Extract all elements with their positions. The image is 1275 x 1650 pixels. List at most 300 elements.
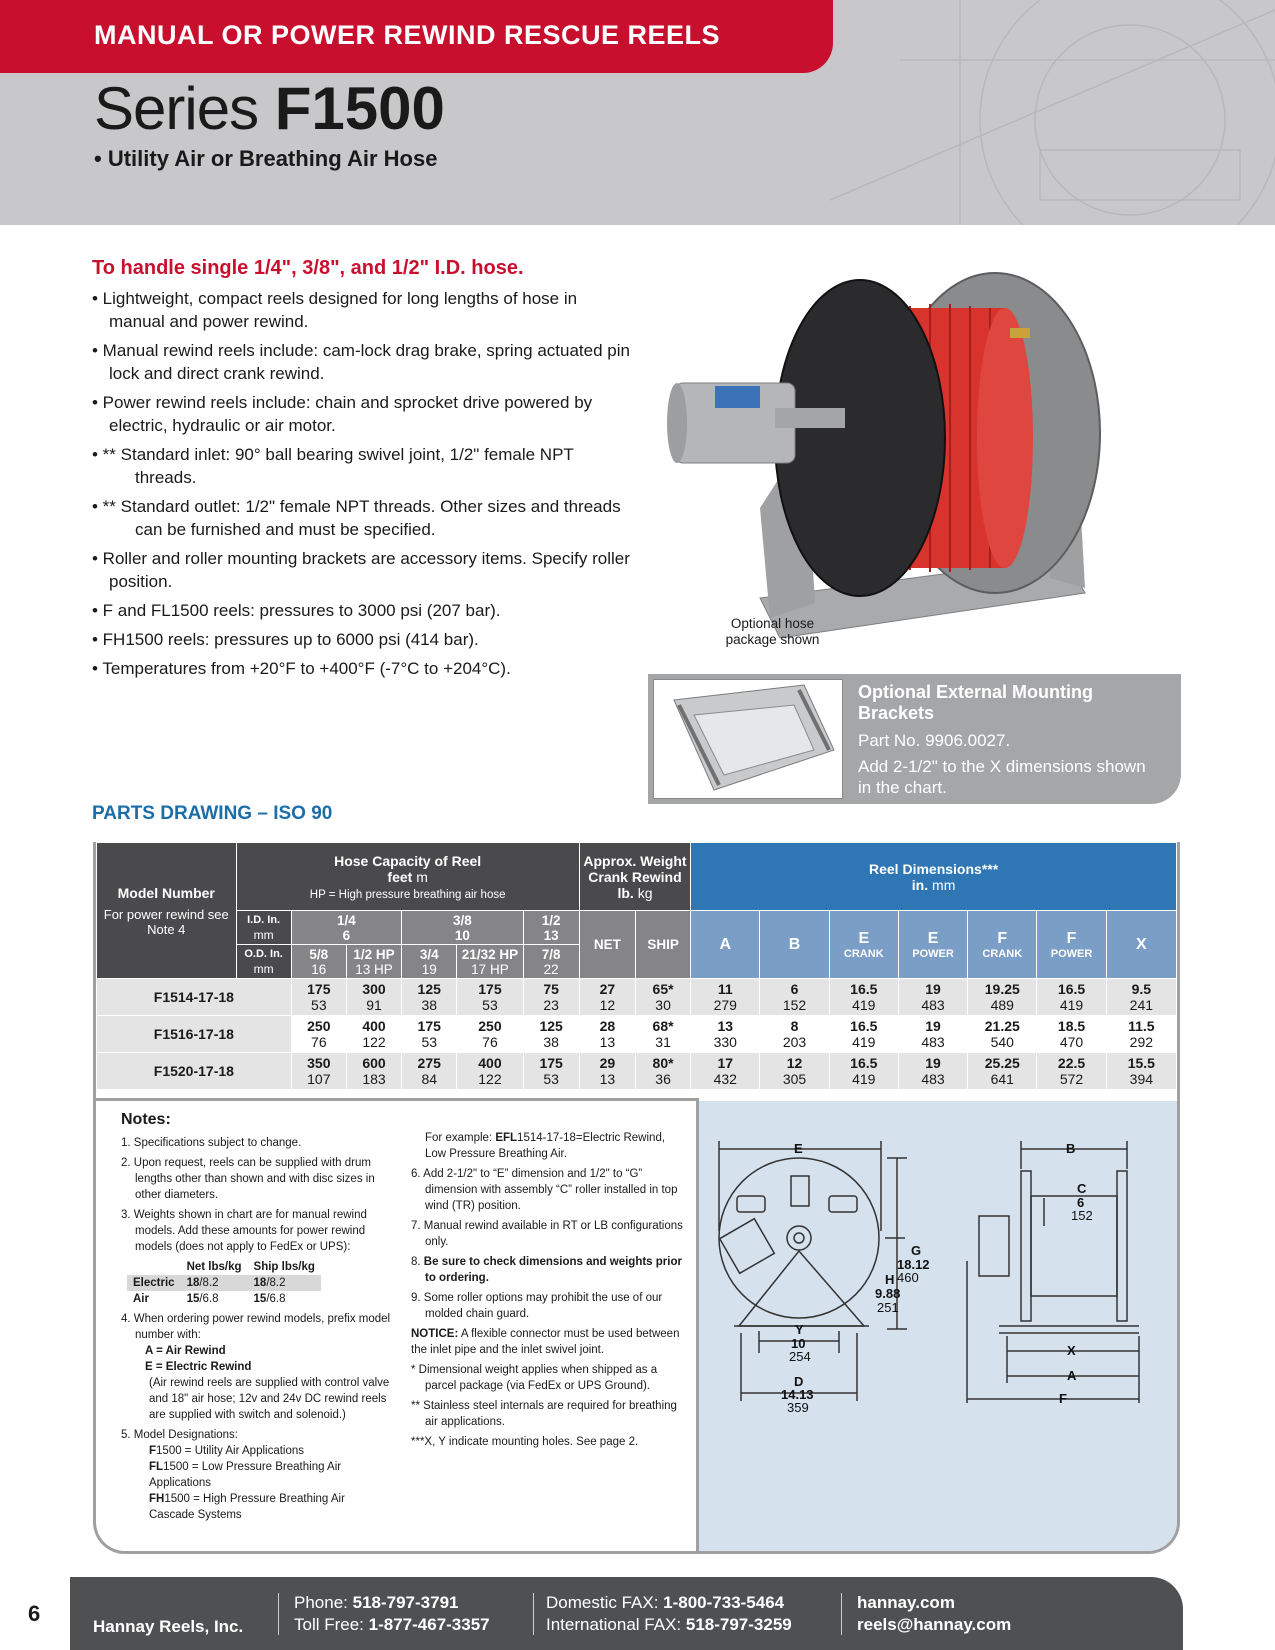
cell-imperial: 250 xyxy=(478,1018,502,1034)
table-cell xyxy=(691,1053,760,1090)
feature-list xyxy=(92,287,632,686)
note-item: 7. Manual rewind available in RT or LB configurations only. xyxy=(411,1220,683,1248)
cell-imperial: 9.5 xyxy=(1131,981,1152,997)
parts-drawing-title: PARTS DRAWING – ISO 90 xyxy=(92,803,333,824)
email-link[interactable]: reels@hannay.com xyxy=(857,1615,1012,1634)
od-col-in: 1/2 HP xyxy=(353,946,395,962)
dim-value-g-mm: 460 xyxy=(897,1270,919,1285)
note-text: 3. Weights shown in chart are for manual rewind models. Add these amounts for power rewind models (does not apply to FedEx or UPS): xyxy=(121,1209,367,1253)
cell-imperial: 400 xyxy=(478,1055,502,1071)
notice-text: A flexible connector must be used between the inlet pipe and the inlet swivel joint. xyxy=(411,1328,680,1356)
phone-number[interactable]: 518-797-3791 xyxy=(352,1593,459,1612)
weight-ship-kg: /8.2 xyxy=(266,1277,286,1289)
note-example xyxy=(411,1130,686,1162)
reel-dimensions-header xyxy=(691,843,1177,911)
weight-type-header xyxy=(127,1259,181,1275)
cell-metric: 483 xyxy=(921,1071,945,1087)
company-name: Hannay Reels, Inc. xyxy=(93,1617,244,1636)
table-cell xyxy=(457,1053,523,1090)
hose-units-feet: feet xyxy=(387,868,413,885)
hp-note: HP = High pressure breathing air hose xyxy=(309,888,506,901)
table-cell xyxy=(402,979,457,1016)
id-group-in: 3/8 xyxy=(452,912,472,928)
header-banner xyxy=(0,0,833,73)
note-sub xyxy=(135,1491,391,1523)
cell-imperial: 29 xyxy=(599,1055,616,1071)
designation-code: F xyxy=(149,1445,157,1457)
cell-metric: 419 xyxy=(852,997,876,1013)
cell-metric: 38 xyxy=(543,1034,559,1050)
cell-imperial: 18.5 xyxy=(1057,1018,1086,1034)
cell-metric: 13 xyxy=(599,1034,616,1050)
cell-metric: 641 xyxy=(990,1071,1014,1087)
cell-metric: 91 xyxy=(366,997,382,1013)
weight-header xyxy=(579,843,690,911)
table-cell xyxy=(635,1053,690,1090)
designation-text: 1500 = High Pressure Breathing Air Cascade Systems xyxy=(149,1493,345,1521)
cell-metric: 183 xyxy=(362,1071,386,1087)
dim-col-sub: POWER xyxy=(912,947,954,960)
dim-col-header xyxy=(898,911,967,979)
cell-imperial: 175 xyxy=(539,1055,563,1071)
weight-net-kg: /8.2 xyxy=(199,1277,219,1289)
cell-metric: 13 xyxy=(599,1071,616,1087)
id-group-mm: 10 xyxy=(454,927,470,943)
bracket-note: Add 2-1/2" to the X dimensions shown in the chart. xyxy=(858,757,1146,797)
note-sub xyxy=(135,1359,391,1375)
cell-metric: 76 xyxy=(482,1034,498,1050)
weight-net-lbs: 18 xyxy=(186,1277,200,1289)
ship-kg-label: /kg xyxy=(298,1261,315,1273)
dim-col-header xyxy=(1037,911,1106,979)
model-header-label: Model Number xyxy=(117,884,215,901)
cell-imperial: 16.5 xyxy=(850,981,878,997)
ship-lbs-label: Ship lbs xyxy=(253,1261,299,1273)
id-group xyxy=(523,911,579,945)
cell-metric: 122 xyxy=(478,1071,502,1087)
weight-net-kg: /6.8 xyxy=(199,1293,219,1305)
table-cell xyxy=(1037,1016,1106,1053)
cell-metric: 53 xyxy=(482,997,498,1013)
cell-metric: 470 xyxy=(1059,1034,1084,1050)
cell-metric: 483 xyxy=(921,1034,945,1050)
cell-imperial: 600 xyxy=(362,1055,386,1071)
weight-ship-lbs: 15 xyxy=(253,1293,267,1305)
note-sub xyxy=(135,1459,391,1491)
table-cell xyxy=(457,1016,523,1053)
cell-imperial: 12 xyxy=(786,1055,803,1071)
weight-row-net xyxy=(181,1275,248,1291)
table-cell xyxy=(1106,979,1176,1016)
cell-metric: 53 xyxy=(311,997,327,1013)
od-col-mm: 22 xyxy=(543,961,559,977)
feature-item: • Power rewind reels include: chain and sprocket drive powered by electric, hydraulic or air motor. xyxy=(92,393,593,435)
notice xyxy=(411,1326,686,1358)
note-item xyxy=(121,1311,391,1423)
power-weight-table xyxy=(127,1259,321,1307)
cell-metric: 540 xyxy=(990,1034,1014,1050)
hose-units-m: m xyxy=(416,868,428,885)
cell-metric: 483 xyxy=(921,997,945,1013)
od-col-mm: 17 HP xyxy=(471,961,509,977)
series-number: F1500 xyxy=(274,75,445,142)
od-col-in: 21/32 HP xyxy=(461,946,519,962)
cell-imperial: 16.5 xyxy=(850,1055,878,1071)
notes-column-1 xyxy=(121,1135,391,1527)
od-col-in: 3/4 xyxy=(419,946,439,962)
cell-metric: 31 xyxy=(655,1034,671,1050)
model-header xyxy=(97,843,237,979)
cell-imperial: 11 xyxy=(717,981,733,997)
cell-imperial: 15.5 xyxy=(1127,1055,1155,1071)
header-band xyxy=(0,0,1275,225)
dim-col-letter: A xyxy=(719,935,732,953)
cell-imperial: 125 xyxy=(539,1018,563,1034)
table-cell xyxy=(346,1053,401,1090)
dim-label-g: G xyxy=(911,1243,922,1258)
table-cell xyxy=(291,1053,346,1090)
note-text: 5. Model Designations: xyxy=(121,1429,238,1441)
dim-col-sub: POWER xyxy=(1050,947,1093,960)
id-group-in: 1/2 xyxy=(541,912,561,928)
cell-metric: 76 xyxy=(311,1034,327,1050)
cell-metric: 12 xyxy=(599,997,616,1013)
table-cell xyxy=(291,1016,346,1053)
table-cell xyxy=(346,1016,401,1053)
feature-item: • ** Standard outlet: 1/2" female NPT threads. Other sizes and threads can be furnished and must be specified. xyxy=(92,497,621,539)
designation-text: 1500 = Low Pressure Breathing Air Applications xyxy=(149,1461,342,1489)
table-cell xyxy=(1106,1053,1176,1090)
id-group xyxy=(402,911,523,945)
table-cell xyxy=(760,1016,829,1053)
toll-free-label: Toll Free: xyxy=(294,1615,369,1634)
dims-units-in: in. xyxy=(911,876,929,893)
od-col-mm: 16 xyxy=(311,961,327,977)
dim-value-c-in: 6 xyxy=(1077,1195,1085,1210)
model-header-sub: For power rewind see Note 4 xyxy=(103,906,229,937)
ship-weight-header xyxy=(248,1259,321,1275)
feature-item: • ** Standard inlet: 90° ball bearing swivel joint, 1/2" female NPT threads. xyxy=(92,445,574,487)
footer-faxes xyxy=(546,1592,792,1636)
weight-units-kg: kg xyxy=(637,884,653,901)
weight-net-lbs: 15 xyxy=(186,1293,200,1305)
note-item: 1. Specifications subject to change. xyxy=(121,1137,302,1149)
table-cell xyxy=(760,1053,829,1090)
dimension-drawing-svg xyxy=(699,1101,1177,1554)
hose-capacity-header xyxy=(236,843,579,911)
od-col xyxy=(457,945,523,979)
table-cell xyxy=(402,1016,457,1053)
table-cell xyxy=(523,979,579,1016)
dim-value-d-in: 14.13 xyxy=(781,1387,814,1402)
footnote: ***X, Y indicate mounting holes. See page 2. xyxy=(411,1436,639,1448)
od-col xyxy=(291,945,346,979)
feature-item: • FH1500 reels: pressures up to 6000 psi (414 bar). xyxy=(92,630,479,649)
weight-header-label: Approx. Weight Crank Rewind xyxy=(583,852,687,885)
od-label-in: O.D. In. xyxy=(244,947,283,960)
cell-imperial: 400 xyxy=(362,1018,386,1034)
table-cell xyxy=(691,979,760,1016)
cell-imperial: 275 xyxy=(417,1055,441,1071)
series-label: Series xyxy=(94,75,259,142)
note-sub: (Air rewind reels are supplied with control valve and 18" air hose; 12v and 24v DC rewind reels are supplied with switch and solenoid.) xyxy=(149,1377,390,1421)
cell-imperial: 68* xyxy=(652,1018,674,1034)
table-cell xyxy=(523,1016,579,1053)
table-cell xyxy=(579,1053,635,1090)
dim-label-e: E xyxy=(794,1141,803,1156)
cell-imperial: 19 xyxy=(925,981,941,997)
cell-imperial: 19 xyxy=(925,1018,941,1034)
cell-imperial: 175 xyxy=(478,981,502,997)
weight-row-name: Air xyxy=(133,1293,149,1305)
footnote: ** Stainless steel internals are required for breathing air applications. xyxy=(411,1400,677,1428)
weight-ship-lbs: 18 xyxy=(253,1277,267,1289)
note-item: 2. Upon request, reels can be supplied with drum lengths other than shown and with disc sizes in other diameters. xyxy=(121,1157,375,1201)
dim-value-h-mm: 251 xyxy=(877,1300,899,1315)
cell-imperial: 28 xyxy=(599,1018,616,1034)
cell-metric: 23 xyxy=(543,997,559,1013)
designation-code: FL xyxy=(149,1461,164,1473)
cell-imperial: 125 xyxy=(417,981,441,997)
cell-metric: 38 xyxy=(421,997,438,1013)
dim-value-c-mm: 152 xyxy=(1071,1208,1093,1223)
dim-col-header xyxy=(760,911,829,979)
spec-frame xyxy=(93,842,1180,1554)
table-cell xyxy=(579,979,635,1016)
cell-imperial: 175 xyxy=(417,1018,441,1034)
cell-metric: 292 xyxy=(1129,1034,1154,1050)
notice-label: NOTICE: xyxy=(411,1328,459,1340)
model-number: F1520-17-18 xyxy=(97,1053,292,1090)
weight-ship-kg: /6.8 xyxy=(266,1293,286,1305)
spec-table xyxy=(96,842,1177,1090)
cell-metric: 279 xyxy=(713,997,737,1013)
note-item: 6. Add 2-1/2" to “E” dimension and 1/2" to “G” dimension with assembly “C” roller installed in top wind (TR) position. xyxy=(411,1168,678,1212)
cell-metric: 122 xyxy=(362,1034,386,1050)
cell-imperial: 16.5 xyxy=(1057,981,1086,997)
feature-item: • F and FL1500 reels: pressures to 3000 psi (207 bar). xyxy=(92,601,501,620)
cell-imperial: 19 xyxy=(925,1055,941,1071)
table-cell xyxy=(829,1053,898,1090)
cell-metric: 152 xyxy=(782,997,807,1013)
id-group xyxy=(291,911,401,945)
table-cell xyxy=(635,979,690,1016)
notes-column-2 xyxy=(411,1130,686,1454)
table-cell xyxy=(760,979,829,1016)
cell-metric: 36 xyxy=(655,1071,671,1087)
id-label-in: I.D. In. xyxy=(247,913,281,926)
table-cell xyxy=(829,1016,898,1053)
table-row xyxy=(97,979,1177,1016)
dimension-drawing xyxy=(699,1101,1177,1554)
dim-col-letter: F xyxy=(997,929,1008,947)
bracket-title: Optional External Mounting Brackets xyxy=(858,682,1093,723)
net-lbs-label: Net lbs xyxy=(186,1261,225,1273)
bracket-callout xyxy=(648,674,1181,804)
weight-row-net xyxy=(181,1291,248,1307)
table-row xyxy=(97,1016,1177,1053)
cell-imperial: 27 xyxy=(599,981,616,997)
table-cell xyxy=(968,1053,1037,1090)
dim-label-f: F xyxy=(1059,1391,1067,1406)
table-cell xyxy=(457,979,523,1016)
dim-value-d-mm: 359 xyxy=(787,1400,809,1415)
cell-imperial: 22.5 xyxy=(1057,1055,1086,1071)
cell-metric: 305 xyxy=(782,1071,807,1087)
od-col xyxy=(402,945,457,979)
cell-imperial: 250 xyxy=(307,1018,331,1034)
page-number: 6 xyxy=(0,1577,70,1650)
cell-metric: 241 xyxy=(1129,997,1154,1013)
dim-col-header xyxy=(829,911,898,979)
note-text: 4. When ordering power rewind models, prefix model number with: xyxy=(121,1313,391,1341)
notes-title: Notes: xyxy=(121,1111,171,1128)
hose-capacity-label: Hose Capacity of Reel xyxy=(334,852,482,869)
od-col-in: 7/8 xyxy=(541,946,561,962)
cell-imperial: 350 xyxy=(307,1055,331,1071)
cell-imperial: 75 xyxy=(543,981,559,997)
cell-imperial: 80* xyxy=(652,1055,674,1071)
dim-col-header xyxy=(968,911,1037,979)
dim-label-x: X xyxy=(1067,1343,1076,1358)
table-cell xyxy=(898,1053,967,1090)
footer xyxy=(0,1577,1183,1650)
cell-metric: 107 xyxy=(307,1071,331,1087)
od-label xyxy=(236,945,291,979)
weight-row xyxy=(127,1275,321,1291)
table-cell xyxy=(968,979,1037,1016)
dim-label-y: Y xyxy=(795,1322,804,1337)
note-number: 8. xyxy=(411,1256,424,1268)
cell-metric: 432 xyxy=(713,1071,737,1087)
cell-imperial: 65* xyxy=(652,981,674,997)
intro-title: To handle single 1/4", 3/8", and 1/2" I.D. hose. xyxy=(92,257,524,279)
phone-label: Phone: xyxy=(294,1593,353,1612)
table-cell xyxy=(898,979,967,1016)
table-cell xyxy=(291,979,346,1016)
banner-title: MANUAL OR POWER REWIND RESCUE REELS xyxy=(94,20,721,50)
table-cell xyxy=(1037,979,1106,1016)
weight-row-ship xyxy=(248,1291,321,1307)
cell-imperial: 11.5 xyxy=(1128,1018,1155,1034)
od-label-mm: mm xyxy=(253,961,274,976)
id-label-mm: mm xyxy=(253,927,274,942)
table-cell xyxy=(1106,1016,1176,1053)
note-sub xyxy=(135,1343,391,1359)
example-code: EFL xyxy=(495,1132,518,1144)
toll-free-number[interactable]: 1-877-467-3357 xyxy=(368,1615,490,1634)
dim-label-a: A xyxy=(1067,1368,1077,1383)
model-number: F1516-17-18 xyxy=(97,1016,292,1053)
cell-metric: 84 xyxy=(421,1071,438,1087)
dims-header-label: Reel Dimensions*** xyxy=(869,860,999,877)
dim-col-letter: F xyxy=(1066,929,1077,947)
cell-metric: 203 xyxy=(782,1034,807,1050)
designation-text: 1500 = Utility Air Applications xyxy=(156,1445,305,1457)
table-row xyxy=(97,1053,1177,1090)
cell-metric: 419 xyxy=(1059,997,1084,1013)
bracket-photo xyxy=(653,679,843,799)
id-label xyxy=(236,911,291,945)
weight-units-lb: lb. xyxy=(617,884,634,901)
net-weight-header xyxy=(181,1259,248,1275)
cell-imperial: 175 xyxy=(307,981,331,997)
feature-item: • Lightweight, compact reels designed for long lengths of hose in manual and power rewind. xyxy=(92,289,578,331)
website-link[interactable]: hannay.com xyxy=(857,1593,955,1612)
id-group-mm: 6 xyxy=(342,927,351,943)
weight-row-ship xyxy=(248,1275,321,1291)
model-number: F1514-17-18 xyxy=(97,979,292,1016)
notes-section xyxy=(96,1098,696,1554)
footer-web xyxy=(857,1592,1011,1636)
intl-fax-number: 518-797-3259 xyxy=(685,1615,792,1634)
cell-metric: 419 xyxy=(852,1071,876,1087)
cell-metric: 53 xyxy=(421,1034,438,1050)
note-bold-text: Be sure to check dimensions and weights prior to ordering. xyxy=(423,1256,682,1284)
footer-phones xyxy=(294,1592,490,1636)
weight-row-name: Electric xyxy=(127,1275,181,1291)
net-header: NET xyxy=(579,911,635,979)
dim-label-h: H xyxy=(885,1272,895,1287)
feature-item: • Roller and roller mounting brackets are accessory items. Specify roller position. xyxy=(92,549,630,591)
note-item: 9. Some roller options may prohibit the use of our molded chain guard. xyxy=(411,1292,663,1320)
domestic-fax-number: 1-800-733-5464 xyxy=(663,1593,785,1612)
dim-value-y-mm: 254 xyxy=(789,1349,811,1364)
dim-label-d: D xyxy=(794,1374,804,1389)
prefix-air: A = Air Rewind xyxy=(145,1345,226,1357)
cell-imperial: 8 xyxy=(790,1018,799,1034)
cell-metric: 394 xyxy=(1129,1071,1154,1087)
table-cell xyxy=(829,979,898,1016)
note-item xyxy=(121,1427,391,1523)
example-prefix: For example: xyxy=(425,1132,496,1144)
cell-metric: 30 xyxy=(655,997,671,1013)
note-item xyxy=(121,1207,391,1255)
table-cell xyxy=(1037,1053,1106,1090)
designation-code: FH xyxy=(149,1493,165,1505)
ship-header: SHIP xyxy=(635,911,690,979)
note-item xyxy=(411,1254,686,1286)
cell-imperial: 25.25 xyxy=(984,1055,1020,1071)
dim-value-h-in: 9.88 xyxy=(875,1286,901,1301)
od-col-mm: 19 xyxy=(421,961,437,977)
bracket-part-number: Part No. 9906.0027. xyxy=(858,731,1011,750)
dim-col-sub: CRANK xyxy=(843,947,884,960)
weight-row xyxy=(127,1291,321,1307)
od-col xyxy=(346,945,401,979)
cell-imperial: 300 xyxy=(362,981,386,997)
table-cell xyxy=(898,1016,967,1053)
domestic-fax-label: Domestic FAX: xyxy=(546,1593,664,1612)
id-group-mm: 13 xyxy=(543,927,559,943)
footer-divider xyxy=(278,1593,279,1635)
bracket-illustration xyxy=(654,680,842,798)
intl-fax-label: International FAX: xyxy=(546,1615,686,1634)
dim-col-letter: E xyxy=(858,929,870,947)
table-cell xyxy=(579,1016,635,1053)
table-cell xyxy=(402,1053,457,1090)
dim-label-c: C xyxy=(1077,1181,1087,1196)
table-cell xyxy=(346,979,401,1016)
series-subtitle: • Utility Air or Breathing Air Hose xyxy=(94,146,438,171)
table-cell xyxy=(968,1016,1037,1053)
spec-table-body xyxy=(97,979,1177,1090)
feature-item: • Manual rewind reels include: cam-lock drag brake, spring actuated pin lock and direct crank rewind. xyxy=(92,341,630,383)
table-cell xyxy=(635,1016,690,1053)
cell-imperial: 13 xyxy=(717,1018,734,1034)
dim-col-letter: B xyxy=(788,935,801,953)
footnote: * Dimensional weight applies when shipped as a parcel package (via FedEx or UPS Ground). xyxy=(411,1364,658,1392)
